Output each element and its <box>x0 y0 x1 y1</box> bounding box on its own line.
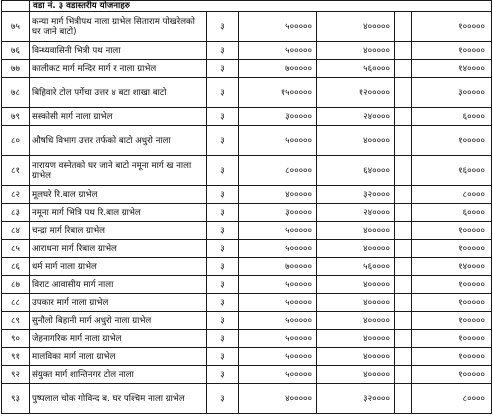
table-row <box>2 12 492 42</box>
allocated-amount: ३००००० <box>239 204 317 222</box>
difference-amount: १००००० <box>412 12 492 42</box>
table-row <box>2 78 492 108</box>
contribution-amount: ४००००० <box>317 294 395 312</box>
spacer-cell <box>395 348 412 366</box>
unit-value: ३ <box>207 108 239 126</box>
spacer-cell <box>395 42 412 60</box>
row-number: ७५ <box>2 12 30 42</box>
project-name: नारायण वस्नेतको घर जाने बाटो नमूना मार्ग ख नाला ग्राभेल <box>30 156 207 186</box>
contribution-amount: ४००००० <box>317 330 395 348</box>
table-row <box>2 330 492 348</box>
spacer-cell <box>395 312 412 330</box>
row-number: ९० <box>2 330 30 348</box>
row-number: ९१ <box>2 348 30 366</box>
allocated-amount: ५००००० <box>239 294 317 312</box>
spacer-cell <box>395 60 412 78</box>
project-name: संयुक्त मार्ग शान्तिनगर टोल नाला <box>30 366 207 384</box>
allocated-amount: ५००००० <box>239 222 317 240</box>
allocated-amount: ५००००० <box>239 42 317 60</box>
table-row <box>2 384 492 414</box>
difference-amount: १००००० <box>412 42 492 60</box>
unit-value: ३ <box>207 384 239 414</box>
difference-amount: १००००० <box>412 240 492 258</box>
section-title: वडा नं. ३ वडास्तरीय योजनाहरु <box>30 1 492 12</box>
unit-value: ३ <box>207 330 239 348</box>
contribution-amount: ३२०००० <box>317 384 395 414</box>
section-header-row <box>2 1 492 12</box>
project-name: आराधना मार्ग रिबाल ग्राभेल <box>30 240 207 258</box>
spacer-cell <box>395 78 412 108</box>
table-row <box>2 204 492 222</box>
table-row <box>2 366 492 384</box>
unit-value: ३ <box>207 294 239 312</box>
contribution-amount: ५६०००० <box>317 60 395 78</box>
difference-amount: १००००० <box>412 126 492 156</box>
table-row <box>2 126 492 156</box>
allocated-amount: ७००००० <box>239 258 317 276</box>
contribution-amount: ४००००० <box>317 276 395 294</box>
spacer-cell <box>395 156 412 186</box>
project-name: पुष्पलाल चोक गोविन्द ब. घर पश्चिम नाला ग्राभेल <box>30 384 207 414</box>
unit-value: ३ <box>207 156 239 186</box>
difference-amount: १६०००० <box>412 156 492 186</box>
project-name: जेहनागरिक मार्ग नाला ग्राभेल <box>30 330 207 348</box>
allocated-amount: ३००००० <box>239 108 317 126</box>
table-row <box>2 294 492 312</box>
spacer-cell <box>395 276 412 294</box>
spacer-cell <box>395 108 412 126</box>
contribution-amount: ४००००० <box>317 348 395 366</box>
unit-value: ३ <box>207 42 239 60</box>
contribution-amount: २४०००० <box>317 108 395 126</box>
contribution-amount: ४००००० <box>317 126 395 156</box>
budget-table <box>1 0 492 414</box>
row-number: ८९ <box>2 312 30 330</box>
unit-value: ३ <box>207 126 239 156</box>
spacer-cell <box>395 240 412 258</box>
table-row <box>2 312 492 330</box>
unit-value: ३ <box>207 204 239 222</box>
allocated-amount: ५००००० <box>239 348 317 366</box>
allocated-amount: ५००००० <box>239 240 317 258</box>
project-name: सुनौलो बिहानी मार्ग अधुरो नाला ग्राभेल <box>30 312 207 330</box>
row-number: ९३ <box>2 384 30 414</box>
table-row <box>2 60 492 78</box>
row-number: ७७ <box>2 60 30 78</box>
table-row <box>2 258 492 276</box>
project-name: चन्द्रा मार्ग रिबाल ग्राभेल <box>30 222 207 240</box>
spacer-cell <box>395 384 412 414</box>
project-name: औषधि विभाग उत्तर तर्फको बाटो अधुरो नाला <box>30 126 207 156</box>
spacer-cell <box>395 126 412 156</box>
project-name: मूलघरे रि.बाल ग्राभेल <box>30 186 207 204</box>
contribution-amount: ४००००० <box>317 42 395 60</box>
project-name: विराट आवासीय मार्ग नाला <box>30 276 207 294</box>
spacer-cell <box>395 204 412 222</box>
row-number: ८० <box>2 126 30 156</box>
spacer-cell <box>395 294 412 312</box>
unit-value: ३ <box>207 312 239 330</box>
allocated-amount: ५००००० <box>239 330 317 348</box>
unit-value: ३ <box>207 222 239 240</box>
spacer-cell <box>395 222 412 240</box>
difference-amount: ६०००० <box>412 204 492 222</box>
project-name: उपकार मार्ग नाला ग्राभेल <box>30 294 207 312</box>
allocated-amount: ७००००० <box>239 60 317 78</box>
contribution-amount: ४००००० <box>317 312 395 330</box>
row-number: ८४ <box>2 222 30 240</box>
contribution-amount: १२००००० <box>317 78 395 108</box>
project-name: कालीकट मार्ग मन्दिर मार्ग र नाला ग्राभेल <box>30 60 207 78</box>
allocated-amount: ४००००० <box>239 186 317 204</box>
project-name: मालविका मार्ग नाला ग्राभेल <box>30 348 207 366</box>
difference-amount: १००००० <box>412 276 492 294</box>
row-number: ८१ <box>2 156 30 186</box>
allocated-amount: ५००००० <box>239 276 317 294</box>
contribution-amount: ५६०००० <box>317 258 395 276</box>
unit-value: ३ <box>207 258 239 276</box>
row-number: ८८ <box>2 294 30 312</box>
contribution-amount: ४००००० <box>317 12 395 42</box>
unit-value: ३ <box>207 60 239 78</box>
allocated-amount: ५००००० <box>239 312 317 330</box>
difference-amount: १००००० <box>412 348 492 366</box>
row-number: ८५ <box>2 240 30 258</box>
difference-amount: १००००० <box>412 294 492 312</box>
spacer-cell <box>395 12 412 42</box>
contribution-amount: २४०००० <box>317 204 395 222</box>
difference-amount: १४०००० <box>412 60 492 78</box>
spacer-cell <box>395 186 412 204</box>
difference-amount: १००००० <box>412 366 492 384</box>
row-number: ८२ <box>2 186 30 204</box>
table-row <box>2 108 492 126</box>
row-number: ९२ <box>2 366 30 384</box>
table-row <box>2 276 492 294</box>
row-number: ७६ <box>2 42 30 60</box>
allocated-amount: ५००००० <box>239 12 317 42</box>
table-row <box>2 348 492 366</box>
contribution-amount: ३२०००० <box>317 186 395 204</box>
difference-amount: १४०००० <box>412 258 492 276</box>
unit-value: ३ <box>207 78 239 108</box>
contribution-amount: ४००००० <box>317 240 395 258</box>
difference-amount: १००००० <box>412 222 492 240</box>
row-number: ७८ <box>2 78 30 108</box>
difference-amount: ८०००० <box>412 186 492 204</box>
contribution-amount: ४००००० <box>317 366 395 384</box>
table-row <box>2 186 492 204</box>
difference-amount: ६०००० <box>412 108 492 126</box>
allocated-amount: १५००००० <box>239 78 317 108</box>
table-row <box>2 240 492 258</box>
table-row <box>2 156 492 186</box>
allocated-amount: ५००००० <box>239 126 317 156</box>
project-name: विन्ध्यवासिनी भित्री पथ नाला <box>30 42 207 60</box>
difference-amount: ८०००० <box>412 384 492 414</box>
spacer-cell <box>395 258 412 276</box>
row-number: ७९ <box>2 108 30 126</box>
allocated-amount: ८००००० <box>239 156 317 186</box>
project-name: धर्म मार्ग नाला ग्राभेल <box>30 258 207 276</box>
unit-value: ३ <box>207 240 239 258</box>
section-header-num-cell <box>2 1 30 12</box>
project-name: बिहिवारे टोल पर्गेचा उत्तर ४ बटा शाखा बाटो <box>30 78 207 108</box>
project-name: कन्या मार्ग भित्रीपथ नाला ग्राभेल सिताराम पोखरेलको घर जाने बाटो) <box>30 12 207 42</box>
allocated-amount: ५००००० <box>239 366 317 384</box>
project-name: नमूना मार्ग भित्रि पथ रि.बाल ग्राभेल <box>30 204 207 222</box>
difference-amount: ३००००० <box>412 78 492 108</box>
contribution-amount: ६४०००० <box>317 156 395 186</box>
contribution-amount: ४००००० <box>317 222 395 240</box>
unit-value: ३ <box>207 366 239 384</box>
row-number: ८३ <box>2 204 30 222</box>
row-number: ८७ <box>2 276 30 294</box>
unit-value: ३ <box>207 186 239 204</box>
difference-amount: १००००० <box>412 330 492 348</box>
table-row <box>2 222 492 240</box>
unit-value: ३ <box>207 276 239 294</box>
spacer-cell <box>395 330 412 348</box>
table-row <box>2 42 492 60</box>
difference-amount: १००००० <box>412 312 492 330</box>
unit-value: ३ <box>207 12 239 42</box>
row-number: ८६ <box>2 258 30 276</box>
project-name: सस्कोसी मार्ग नाला ग्राभेल <box>30 108 207 126</box>
unit-value: ३ <box>207 348 239 366</box>
allocated-amount: ४००००० <box>239 384 317 414</box>
spacer-cell <box>395 366 412 384</box>
